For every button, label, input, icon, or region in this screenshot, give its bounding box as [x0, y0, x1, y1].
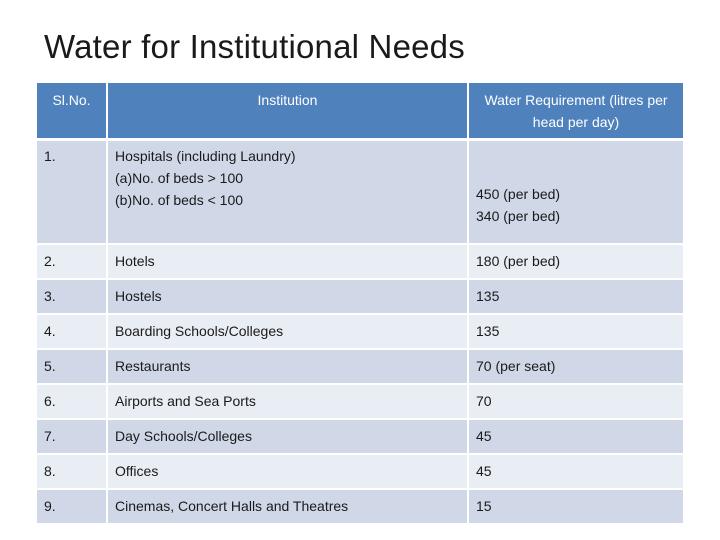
row-requirement: 70 (per seat) — [468, 349, 683, 384]
requirement-line: 340 (per bed) — [476, 207, 561, 224]
row-serial: 1. — [37, 139, 107, 244]
table-row — [37, 314, 683, 349]
row-institution: Airports and Sea Ports — [107, 384, 468, 419]
header-sl-no: Sl.No. — [37, 83, 107, 139]
row-requirement: 135 — [468, 279, 683, 314]
row-requirement — [468, 139, 683, 244]
header-institution: Institution — [107, 83, 468, 139]
row-institution: Offices — [107, 454, 468, 489]
row-institution: Hostels — [107, 279, 468, 314]
table-header-row — [37, 83, 683, 139]
row-requirement: 70 — [468, 384, 683, 419]
table-row — [37, 244, 683, 279]
table-row — [37, 489, 683, 524]
row-serial: 6. — [37, 384, 107, 419]
row-requirement: 45 — [468, 454, 683, 489]
water-requirement-table — [37, 83, 683, 525]
row-serial: 5. — [37, 349, 107, 384]
row-serial: 3. — [37, 279, 107, 314]
table-row — [37, 279, 683, 314]
row-requirement: 180 (per bed) — [468, 244, 683, 279]
row-requirement: 135 — [468, 314, 683, 349]
institution-line: (b)No. of beds < 100 — [115, 191, 244, 208]
requirement-line: 450 (per bed) — [476, 185, 561, 202]
row-serial: 7. — [37, 419, 107, 454]
table-row — [37, 139, 683, 244]
table-row — [37, 384, 683, 419]
row-institution: Restaurants — [107, 349, 468, 384]
table-row — [37, 349, 683, 384]
institution-line: (a)No. of beds > 100 — [115, 169, 244, 186]
row-serial: 4. — [37, 314, 107, 349]
row-serial: 2. — [37, 244, 107, 279]
row-requirement: 15 — [468, 489, 683, 524]
institution-line: Hospitals (including Laundry) — [115, 147, 296, 164]
row-serial: 9. — [37, 489, 107, 524]
row-serial: 8. — [37, 454, 107, 489]
table-row — [37, 419, 683, 454]
row-institution: Day Schools/Colleges — [107, 419, 468, 454]
row-institution: Hotels — [107, 244, 468, 279]
row-institution: Boarding Schools/Colleges — [107, 314, 468, 349]
page-title: Water for Institutional Needs — [44, 28, 465, 65]
row-requirement: 45 — [468, 419, 683, 454]
row-institution — [107, 139, 468, 244]
row-institution: Cinemas, Concert Halls and Theatres — [107, 489, 468, 524]
header-water-requirement: Water Requirement (litres per head per day) — [468, 83, 683, 139]
table-row — [37, 454, 683, 489]
